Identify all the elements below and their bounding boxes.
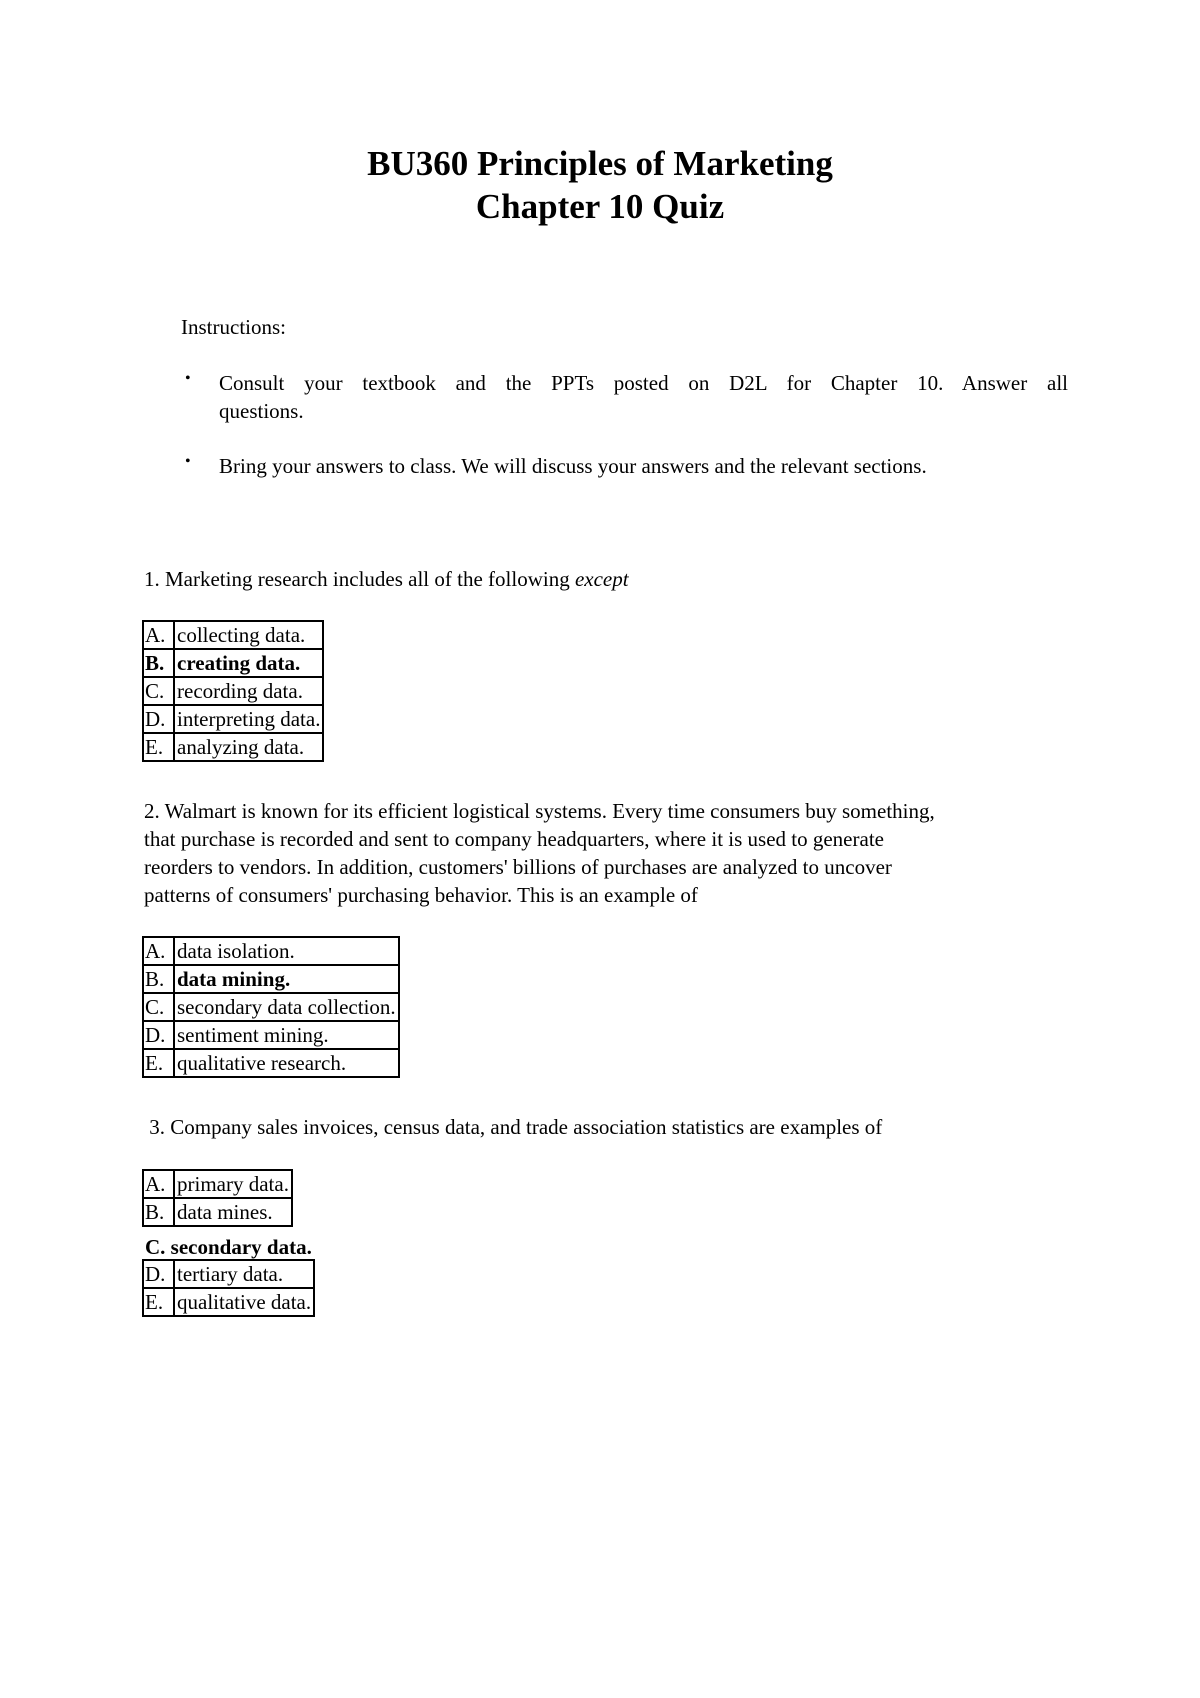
option-letter: E. [143, 733, 174, 761]
option-row-answer [143, 965, 399, 993]
option-text: creating data. [174, 649, 323, 677]
bullet-icon: • [185, 453, 191, 470]
option-row [143, 1260, 314, 1288]
question-3-text: 3. Company sales invoices, census data, and trade association statistics are examples of [144, 1115, 883, 1139]
option-text: sentiment mining. [174, 1021, 399, 1049]
document-subtitle: Chapter 10 Quiz [475, 187, 725, 226]
option-row-answer [143, 649, 323, 677]
instruction-item-1-line2: questions. [219, 399, 304, 423]
option-text: analyzing data. [174, 733, 323, 761]
option-row [143, 677, 323, 705]
option-letter: C. [145, 1235, 166, 1259]
question-3-options-bottom [142, 1259, 315, 1317]
option-letter: A. [143, 937, 174, 965]
option-row [143, 1170, 292, 1198]
option-letter: A. [143, 1170, 174, 1198]
option-row [143, 705, 323, 733]
option-row [143, 1288, 314, 1316]
option-letter: D. [143, 1260, 174, 1288]
option-text: secondary data collection. [174, 993, 399, 1021]
document-title: BU360 Principles of Marketing [367, 144, 833, 183]
option-text: recording data. [174, 677, 323, 705]
question-2-options [142, 936, 400, 1078]
option-row [143, 621, 323, 649]
option-letter: B. [143, 1198, 174, 1226]
instruction-item-1-line1: Consult your textbook and the PPTs posted on D2L for Chapter 10. Answer all [219, 371, 1068, 395]
option-letter: D. [143, 1021, 174, 1049]
option-text: collecting data. [174, 621, 323, 649]
question-2-line3: reorders to vendors. In addition, customers' billions of purchases are analyzed to uncover [144, 855, 892, 879]
question-1-emphasis: except [574, 567, 629, 591]
option-letter: E. [143, 1049, 174, 1077]
bullet-icon: • [185, 370, 191, 387]
option-text: data mining. [174, 965, 399, 993]
option-letter: E. [143, 1288, 174, 1316]
option-text: tertiary data. [174, 1260, 314, 1288]
option-row [143, 1021, 399, 1049]
option-text: secondary data. [170, 1235, 312, 1259]
question-3-answer-option [145, 1233, 312, 1261]
question-2-line1: 2. Walmart is known for its efficient logistical systems. Every time consumers buy something, [144, 799, 935, 823]
option-letter: B. [143, 649, 174, 677]
option-row [143, 1198, 292, 1226]
option-text: primary data. [174, 1170, 292, 1198]
option-text: qualitative research. [174, 1049, 399, 1077]
option-letter: A. [143, 621, 174, 649]
option-row [143, 937, 399, 965]
question-1-options [142, 620, 324, 762]
instructions-heading: Instructions: [181, 315, 286, 339]
question-3-options-top [142, 1169, 293, 1227]
option-row [143, 993, 399, 1021]
option-text: qualitative data. [174, 1288, 314, 1316]
option-text: interpreting data. [174, 705, 323, 733]
instruction-item-2: Bring your answers to class. We will discuss your answers and the relevant sections. [219, 454, 927, 478]
question-2-line4: patterns of consumers' purchasing behavior. This is an example of [144, 883, 698, 907]
question-2-line2: that purchase is recorded and sent to company headquarters, where it is used to generate [144, 827, 884, 851]
option-letter: C. [143, 677, 174, 705]
option-letter: D. [143, 705, 174, 733]
option-row [143, 733, 323, 761]
question-1-prefix: 1. Marketing research includes all of the following [144, 567, 575, 591]
option-row [143, 1049, 399, 1077]
question-1-text [144, 565, 629, 593]
option-text: data isolation. [174, 937, 399, 965]
option-letter: B. [143, 965, 174, 993]
option-text: data mines. [174, 1198, 292, 1226]
option-letter: C. [143, 993, 174, 1021]
